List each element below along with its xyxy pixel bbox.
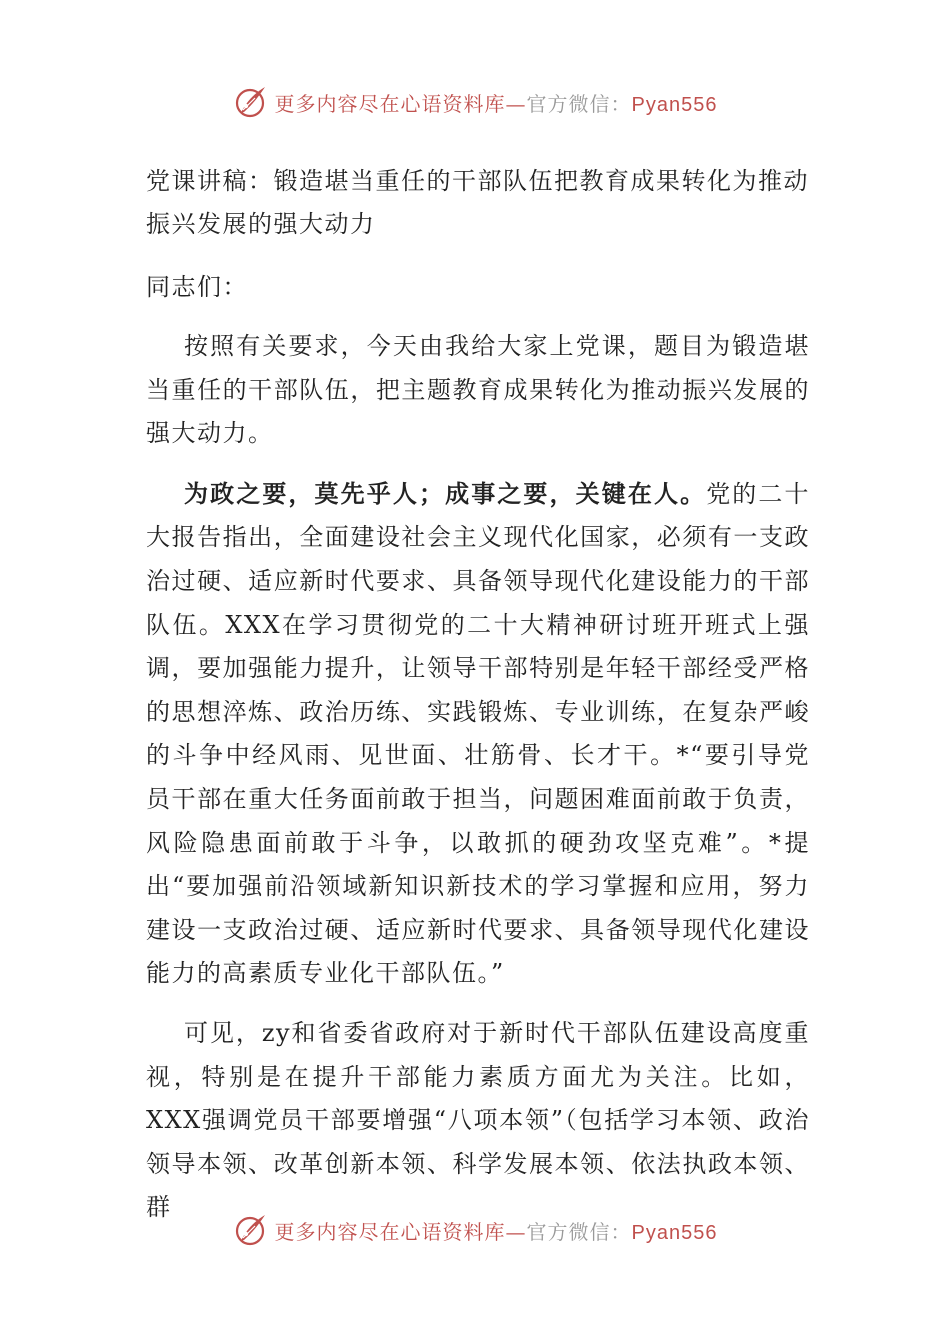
paragraph-3 (146, 1012, 810, 1230)
paragraph-2 (146, 472, 810, 996)
banner-label: 官方微信： (526, 91, 632, 116)
banner-text (275, 88, 718, 117)
document-title: 党课讲稿：锻造堪当重任的干部队伍把教育成果转化为推动振兴发展的强大动力 (146, 167, 809, 238)
banner-text (275, 1216, 718, 1245)
banner-separator: — (505, 1219, 527, 1244)
banner-handle: Pyan556 (631, 1221, 718, 1244)
quill-seal-icon (233, 1212, 269, 1248)
document-body (146, 160, 810, 1230)
header-banner (0, 82, 950, 122)
salutation: 同志们： (146, 273, 248, 301)
quill-seal-icon (233, 84, 269, 120)
paragraph-1 (146, 325, 810, 456)
banner-main-text: 更多内容尽在心语资料库 (274, 1219, 506, 1244)
banner-separator: — (505, 91, 527, 116)
paragraph-1-text: 按照有关要求，今天由我给大家上党课，题目为锻造堪当重任的干部队伍，把主题教育成果转化为推动振兴发展的强大动力。 (146, 332, 810, 448)
paragraph-3-text: 可见，zy和省委省政府对于新时代干部队伍建设高度重视，特别是在提升干部能力素质方面尤为关注。比如，XXX强调党员干部要增强“八项本领”（包括学习本领、政治领导本领、改革创新本领、科学发展本领、依法执政本领、群 (146, 1018, 810, 1222)
paragraph-2-text: 党的二十大报告指出，全面建设社会主义现代化国家，必须有一支政治过硬、适应新时代要求、具备领导现代化建设能力的干部队伍。XXX在学习贯彻党的二十大精神研讨班开班式上强调，要加强能力提升，让领导干部特别是年轻干部经受严格的思想淬炼、政治历练、实践锻炼、专业训练，在复杂严峻的斗争中经风雨、见世面、壮筋骨、长才干。*“要引导党员干部在重大任务面前敢于担当，问题困难面前敢于负责，风险隐患面前敢于斗争，以敢抓的硬劲攻坚克难”。*提出“要加强前沿领域新知识新技术的学习掌握和应用，努力建设一支政治过硬、适应新时代要求、具备领导现代化建设能力的高素质专业化干部队伍。” (146, 479, 811, 988)
banner-label: 官方微信： (526, 1219, 632, 1244)
banner-handle: Pyan556 (631, 93, 718, 116)
banner-main-text: 更多内容尽在心语资料库 (274, 91, 506, 116)
paragraph-2-lead: 为政之要，莫先乎人；成事之要，关键在人。 (184, 478, 707, 508)
footer-banner (0, 1210, 950, 1250)
